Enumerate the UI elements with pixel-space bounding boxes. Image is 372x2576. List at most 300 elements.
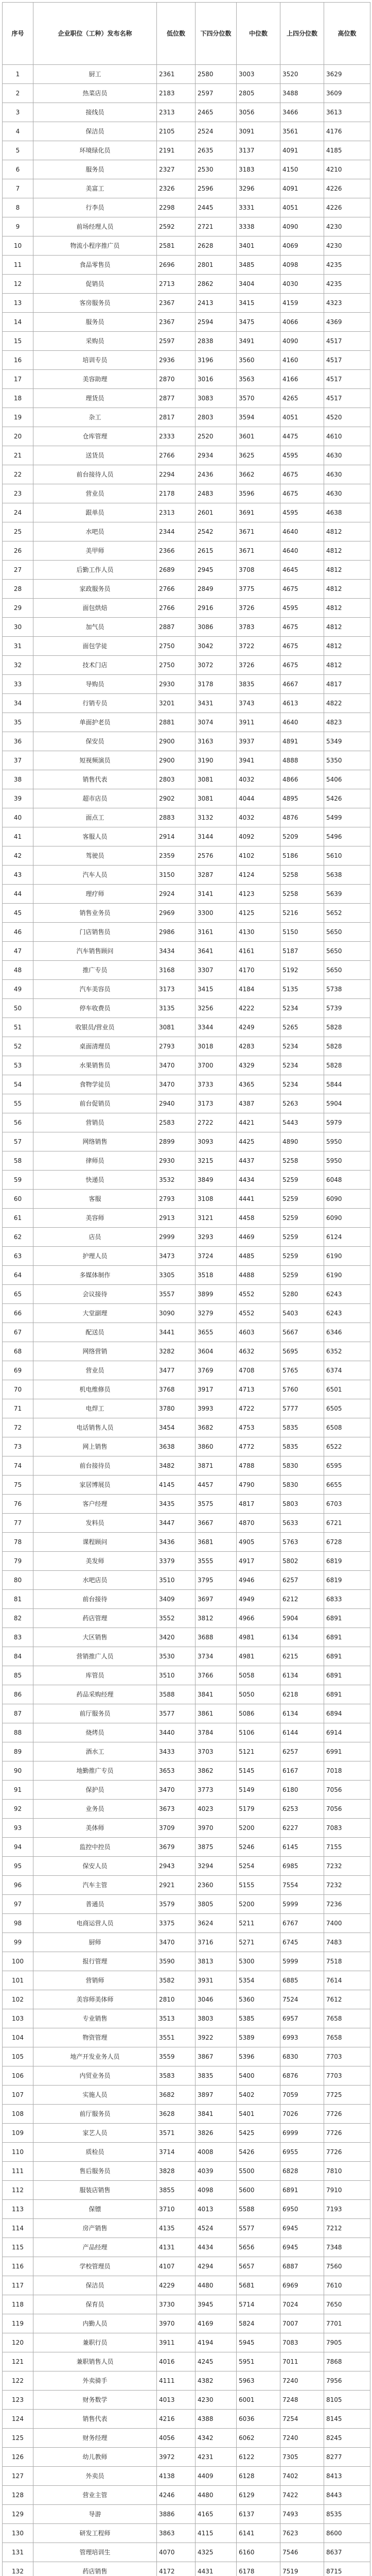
cell-median: 3404 (237, 275, 280, 294)
cell-median: 4170 (237, 961, 280, 980)
cell-lower-quartile: 4008 (196, 2143, 237, 2162)
table-row (3, 770, 370, 789)
cell-index: 3 (3, 103, 33, 122)
header-upper-quartile: 上四分位数 (280, 3, 324, 65)
cell-lower-quartile: 3803 (196, 2009, 237, 2028)
cell-low: 4013 (157, 2391, 196, 2410)
cell-job-title: 保护员 (33, 1781, 157, 1800)
cell-index: 70 (3, 1380, 33, 1399)
cell-upper-quartile: 4051 (280, 408, 324, 427)
cell-lower-quartile: 4480 (196, 2486, 237, 2505)
cell-upper-quartile: 4595 (280, 503, 324, 522)
cell-high: 4630 (324, 484, 370, 503)
cell-upper-quartile: 7305 (280, 2448, 324, 2467)
cell-upper-quartile: 4675 (280, 484, 324, 503)
cell-job-title: 客户经理 (33, 1495, 157, 1514)
cell-upper-quartile: 7493 (280, 2505, 324, 2524)
cell-lower-quartile: 2436 (196, 465, 237, 484)
cell-upper-quartile: 7007 (280, 2314, 324, 2333)
cell-job-title: 房产销售 (33, 2219, 157, 2238)
table-row (3, 1190, 370, 1209)
cell-upper-quartile: 5403 (280, 1304, 324, 1323)
cell-index: 56 (3, 1113, 33, 1132)
cell-index: 54 (3, 1075, 33, 1094)
cell-high: 4822 (324, 694, 370, 713)
cell-job-title: 汽车主管 (33, 1876, 157, 1895)
table-row (3, 866, 370, 885)
cell-lower-quartile: 3042 (196, 637, 237, 656)
cell-job-title: 前厅服务员 (33, 2105, 157, 2124)
cell-lower-quartile: 4039 (196, 2162, 237, 2181)
cell-lower-quartile: 3431 (196, 694, 237, 713)
table-body (3, 65, 370, 2576)
cell-high: 6243 (324, 1285, 370, 1304)
cell-high: 6090 (324, 1209, 370, 1228)
cell-lower-quartile: 3862 (196, 1761, 237, 1781)
cell-median: 5149 (237, 1781, 280, 1800)
cell-low: 3447 (157, 1514, 196, 1533)
table-row (3, 465, 370, 484)
cell-low: 3510 (157, 1571, 196, 1590)
cell-job-title: 酒水工 (33, 1742, 157, 1761)
cell-low: 4135 (157, 2219, 196, 2238)
cell-lower-quartile: 2601 (196, 503, 237, 522)
cell-job-title: 财务数学 (33, 2391, 157, 2410)
cell-low: 3435 (157, 1495, 196, 1514)
cell-job-title: 导游 (33, 2505, 157, 2524)
table-row (3, 694, 370, 713)
cell-median: 4283 (237, 1037, 280, 1056)
cell-lower-quartile: 3860 (196, 1437, 237, 1456)
cell-upper-quartile: 4895 (280, 789, 324, 808)
cell-job-title: 配送员 (33, 1323, 157, 1342)
cell-index: 42 (3, 846, 33, 866)
cell-low: 3510 (157, 1666, 196, 1685)
cell-median: 4249 (237, 1018, 280, 1037)
cell-median: 4441 (237, 1190, 280, 1209)
cell-lower-quartile: 3132 (196, 808, 237, 827)
cell-upper-quartile: 4091 (280, 179, 324, 198)
cell-low: 2333 (157, 427, 196, 446)
table-row (3, 294, 370, 313)
cell-index: 117 (3, 2276, 33, 2295)
cell-median: 5402 (237, 2086, 280, 2105)
cell-lower-quartile: 2628 (196, 236, 237, 256)
cell-upper-quartile: 5150 (280, 923, 324, 942)
table-row (3, 2028, 370, 2047)
cell-low: 3588 (157, 1685, 196, 1704)
cell-low: 3886 (157, 2505, 196, 2524)
cell-median: 5200 (237, 1819, 280, 1838)
table-row (3, 1495, 370, 1514)
cell-high: 7725 (324, 2086, 370, 2105)
cell-median: 4485 (237, 1247, 280, 1266)
cell-low: 3201 (157, 694, 196, 713)
cell-high: 7155 (324, 1838, 370, 1857)
table-row (3, 1590, 370, 1609)
cell-job-title: 水吧店员 (33, 1571, 157, 1590)
cell-index: 92 (3, 1800, 33, 1819)
cell-high: 8245 (324, 2429, 370, 2448)
cell-median: 3941 (237, 751, 280, 770)
cell-high: 7726 (324, 2124, 370, 2143)
cell-low: 2899 (157, 1132, 196, 1151)
cell-index: 30 (3, 618, 33, 637)
cell-low: 2810 (157, 1990, 196, 2009)
table-row (3, 198, 370, 217)
cell-upper-quartile: 5667 (280, 1323, 324, 1342)
cell-high: 4369 (324, 313, 370, 332)
cell-low: 3582 (157, 1971, 196, 1990)
cell-job-title: 实施人员 (33, 2086, 157, 2105)
cell-low: 3470 (157, 1781, 196, 1800)
cell-high: 6243 (324, 1304, 370, 1323)
table-row (3, 484, 370, 503)
cell-index: 28 (3, 580, 33, 599)
cell-low: 2294 (157, 465, 196, 484)
cell-job-title: 家艺人员 (33, 2124, 157, 2143)
table-row (3, 732, 370, 751)
cell-job-title: 行李员 (33, 198, 157, 217)
table-row (3, 751, 370, 770)
cell-lower-quartile: 4388 (196, 2410, 237, 2429)
cell-job-title: 服务员 (33, 313, 157, 332)
cell-low: 2750 (157, 637, 196, 656)
cell-low: 3911 (157, 2333, 196, 2352)
cell-lower-quartile: 3993 (196, 1399, 237, 1418)
cell-index: 80 (3, 1571, 33, 1590)
cell-index: 102 (3, 1990, 33, 2009)
table-row (3, 580, 370, 599)
table-row (3, 904, 370, 923)
cell-lower-quartile: 2542 (196, 522, 237, 541)
cell-upper-quartile: 6145 (280, 1838, 324, 1857)
table-row (3, 961, 370, 980)
cell-index: 128 (3, 2486, 33, 2505)
cell-job-title: 物流小程序推广员 (33, 236, 157, 256)
cell-median: 5106 (237, 1723, 280, 1742)
cell-job-title: 研发工程师 (33, 2524, 157, 2543)
cell-median: 6160 (237, 2543, 280, 2562)
cell-lower-quartile: 2360 (196, 1876, 237, 1895)
table-row (3, 2257, 370, 2276)
cell-median: 4790 (237, 1476, 280, 1495)
cell-high: 7212 (324, 2219, 370, 2238)
table-row (3, 1628, 370, 1647)
table-row (3, 84, 370, 103)
cell-median: 4421 (237, 1113, 280, 1132)
table-row (3, 1380, 370, 1399)
cell-index: 132 (3, 2562, 33, 2576)
cell-index: 81 (3, 1590, 33, 1609)
cell-upper-quartile: 4890 (280, 1132, 324, 1151)
cell-job-title: 接线员 (33, 103, 157, 122)
cell-high: 4630 (324, 465, 370, 484)
table-row (3, 1571, 370, 1590)
table-row (3, 503, 370, 522)
cell-upper-quartile: 6134 (280, 1704, 324, 1723)
cell-lower-quartile: 3161 (196, 923, 237, 942)
cell-upper-quartile: 4675 (280, 637, 324, 656)
table-row (3, 236, 370, 256)
cell-index: 63 (3, 1247, 33, 1266)
cell-job-title: 保镖 (33, 2200, 157, 2219)
cell-low: 3682 (157, 2086, 196, 2105)
cell-upper-quartile: 5216 (280, 904, 324, 923)
cell-median: 3662 (237, 465, 280, 484)
table-row (3, 1704, 370, 1723)
cell-lower-quartile: 3813 (196, 1952, 237, 1971)
cell-low: 4145 (157, 1476, 196, 1495)
cell-median: 3783 (237, 618, 280, 637)
cell-lower-quartile: 3897 (196, 2086, 237, 2105)
cell-job-title: 前台接待人员 (33, 465, 157, 484)
cell-index: 121 (3, 2352, 33, 2371)
cell-median: 3596 (237, 484, 280, 503)
cell-median: 5400 (237, 2066, 280, 2086)
cell-upper-quartile: 7011 (280, 2352, 324, 2371)
cell-high: 6819 (324, 1571, 370, 1590)
cell-index: 110 (3, 2143, 33, 2162)
cell-high: 5950 (324, 1151, 370, 1171)
cell-index: 115 (3, 2238, 33, 2257)
cell-lower-quartile: 3917 (196, 1380, 237, 1399)
table-row (3, 1742, 370, 1761)
cell-high: 7703 (324, 2047, 370, 2066)
cell-job-title: 监控中控员 (33, 1838, 157, 1857)
table-row (3, 1037, 370, 1056)
cell-low: 3551 (157, 2028, 196, 2047)
cell-index: 9 (3, 217, 33, 236)
cell-low: 2583 (157, 1113, 196, 1132)
cell-median: 4817 (237, 1495, 280, 1514)
cell-upper-quartile: 5187 (280, 942, 324, 961)
cell-median: 3726 (237, 599, 280, 618)
cell-job-title: 地勤推广专员 (33, 1761, 157, 1781)
table-row (3, 1113, 370, 1132)
cell-low: 3305 (157, 1266, 196, 1285)
cell-index: 86 (3, 1685, 33, 1704)
cell-job-title: 保洁员 (33, 122, 157, 141)
cell-lower-quartile: 2635 (196, 141, 237, 160)
cell-job-title: 多媒体制作 (33, 1266, 157, 1285)
cell-job-title: 客服 (33, 1190, 157, 1209)
cell-lower-quartile: 2862 (196, 275, 237, 294)
cell-index: 27 (3, 561, 33, 580)
cell-low: 2881 (157, 713, 196, 732)
cell-index: 111 (3, 2162, 33, 2181)
cell-low: 3583 (157, 2066, 196, 2086)
table-row (3, 141, 370, 160)
cell-upper-quartile: 4166 (280, 370, 324, 389)
cell-low: 3653 (157, 1761, 196, 1781)
cell-high: 7956 (324, 2371, 370, 2391)
table-row (3, 1666, 370, 1685)
cell-low: 4229 (157, 2276, 196, 2295)
cell-high: 7232 (324, 1857, 370, 1876)
cell-lower-quartile: 3945 (196, 2295, 237, 2314)
cell-median: 5588 (237, 2200, 280, 2219)
cell-job-title: 外卖员 (33, 2467, 157, 2486)
cell-median: 4772 (237, 1437, 280, 1456)
cell-median: 4032 (237, 770, 280, 789)
cell-low: 4138 (157, 2467, 196, 2486)
cell-low: 2367 (157, 294, 196, 313)
cell-high: 5650 (324, 942, 370, 961)
cell-lower-quartile: 4409 (196, 2467, 237, 2486)
cell-high: 6190 (324, 1247, 370, 1266)
cell-median: 5121 (237, 1742, 280, 1761)
cell-low: 3730 (157, 2295, 196, 2314)
cell-median: 6137 (237, 2505, 280, 2524)
cell-lower-quartile: 3826 (196, 2124, 237, 2143)
cell-high: 6522 (324, 1437, 370, 1456)
cell-low: 2313 (157, 103, 196, 122)
cell-job-title: 前场经理人员 (33, 217, 157, 236)
cell-lower-quartile: 3970 (196, 1819, 237, 1838)
cell-high: 6914 (324, 1723, 370, 1742)
cell-low: 2940 (157, 1094, 196, 1113)
table-row (3, 2276, 370, 2295)
table-row (3, 1399, 370, 1418)
cell-high: 4630 (324, 446, 370, 465)
table-row (3, 275, 370, 294)
cell-high: 7232 (324, 1876, 370, 1895)
cell-index: 60 (3, 1190, 33, 1209)
cell-high: 7810 (324, 2162, 370, 2181)
cell-upper-quartile: 5263 (280, 1094, 324, 1113)
cell-lower-quartile: 4431 (196, 2562, 237, 2576)
cell-low: 2105 (157, 122, 196, 141)
cell-lower-quartile: 3293 (196, 1228, 237, 1247)
cell-job-title: 导购员 (33, 675, 157, 694)
cell-index: 97 (3, 1895, 33, 1914)
table-row (3, 256, 370, 275)
cell-index: 78 (3, 1533, 33, 1552)
cell-low: 2327 (157, 160, 196, 179)
cell-median: 2805 (237, 84, 280, 103)
cell-upper-quartile: 5259 (280, 1266, 324, 1285)
cell-high: 5738 (324, 980, 370, 999)
header-lower-quartile: 下四分位数 (196, 3, 237, 65)
cell-upper-quartile: 5259 (280, 1228, 324, 1247)
cell-median: 6129 (237, 2486, 280, 2505)
table-row (3, 313, 370, 332)
cell-high: 4230 (324, 236, 370, 256)
cell-job-title: 学校管理员 (33, 2257, 157, 2276)
cell-low: 3090 (157, 1304, 196, 1323)
cell-median: 4632 (237, 1342, 280, 1361)
cell-high: 6048 (324, 1171, 370, 1190)
cell-upper-quartile: 6957 (280, 2009, 324, 2028)
cell-upper-quartile: 6969 (280, 2276, 324, 2295)
cell-index: 88 (3, 1723, 33, 1742)
cell-upper-quartile: 5259 (280, 1209, 324, 1228)
table-row (3, 1151, 370, 1171)
cell-low: 3436 (157, 1533, 196, 1552)
cell-low: 3710 (157, 2200, 196, 2219)
cell-low: 2943 (157, 1857, 196, 1876)
table-row (3, 2105, 370, 2124)
salary-table (2, 2, 370, 2576)
cell-lower-quartile: 2596 (196, 179, 237, 198)
cell-job-title: 热菜店员 (33, 84, 157, 103)
cell-index: 129 (3, 2505, 33, 2524)
cell-upper-quartile: 3488 (280, 84, 324, 103)
cell-index: 114 (3, 2219, 33, 2238)
cell-index: 98 (3, 1914, 33, 1933)
cell-median: 4966 (237, 1609, 280, 1628)
cell-upper-quartile: 4051 (280, 198, 324, 217)
cell-low: 2870 (157, 370, 196, 389)
cell-upper-quartile: 4090 (280, 217, 324, 236)
cell-upper-quartile: 3520 (280, 65, 324, 84)
cell-job-title: 美发师 (33, 1552, 157, 1571)
cell-high: 4812 (324, 580, 370, 599)
header-high: 高位数 (324, 3, 370, 65)
cell-median: 5211 (237, 1914, 280, 1933)
cell-index: 37 (3, 751, 33, 770)
cell-upper-quartile: 6999 (280, 2124, 324, 2143)
cell-median: 4708 (237, 1361, 280, 1380)
cell-job-title: 桌面清理员 (33, 1037, 157, 1056)
cell-median: 5425 (237, 2124, 280, 2143)
table-row (3, 713, 370, 732)
cell-low: 2766 (157, 446, 196, 465)
cell-lower-quartile: 3773 (196, 1781, 237, 1800)
table-row (3, 2410, 370, 2429)
cell-median: 6128 (237, 2467, 280, 2486)
table-row (3, 1933, 370, 1952)
cell-median: 4981 (237, 1628, 280, 1647)
table-row (3, 160, 370, 179)
cell-lower-quartile: 4098 (196, 2181, 237, 2200)
cell-median: 3937 (237, 732, 280, 751)
cell-job-title: 营业员 (33, 1361, 157, 1380)
cell-index: 38 (3, 770, 33, 789)
cell-lower-quartile: 3875 (196, 1838, 237, 1857)
cell-upper-quartile: 6891 (280, 2181, 324, 2200)
cell-median: 4603 (237, 1323, 280, 1342)
cell-median: 4092 (237, 827, 280, 846)
cell-job-title: 水吧员 (33, 522, 157, 541)
cell-high: 5426 (324, 789, 370, 808)
cell-upper-quartile: 4675 (280, 618, 324, 637)
cell-low: 2597 (157, 332, 196, 351)
cell-median: 6062 (237, 2429, 280, 2448)
cell-upper-quartile: 6985 (280, 1857, 324, 1876)
cell-upper-quartile: 4150 (280, 160, 324, 179)
cell-upper-quartile: 4265 (280, 389, 324, 408)
cell-upper-quartile: 4675 (280, 465, 324, 484)
cell-median: 6122 (237, 2448, 280, 2467)
cell-index: 116 (3, 2257, 33, 2276)
cell-high: 5828 (324, 1056, 370, 1075)
cell-index: 125 (3, 2429, 33, 2448)
cell-high: 5979 (324, 1113, 370, 1132)
cell-lower-quartile: 2934 (196, 446, 237, 465)
cell-median: 6001 (237, 2391, 280, 2410)
cell-index: 1 (3, 65, 33, 84)
cell-high: 6991 (324, 1742, 370, 1761)
cell-job-title: 保安人员 (33, 1857, 157, 1876)
cell-median: 3338 (237, 217, 280, 236)
cell-median: 3491 (237, 332, 280, 351)
cell-job-title: 收银员/营业员 (33, 1018, 157, 1037)
cell-upper-quartile: 7059 (280, 2086, 324, 2105)
cell-lower-quartile: 4115 (196, 2524, 237, 2543)
cell-index: 53 (3, 1056, 33, 1075)
